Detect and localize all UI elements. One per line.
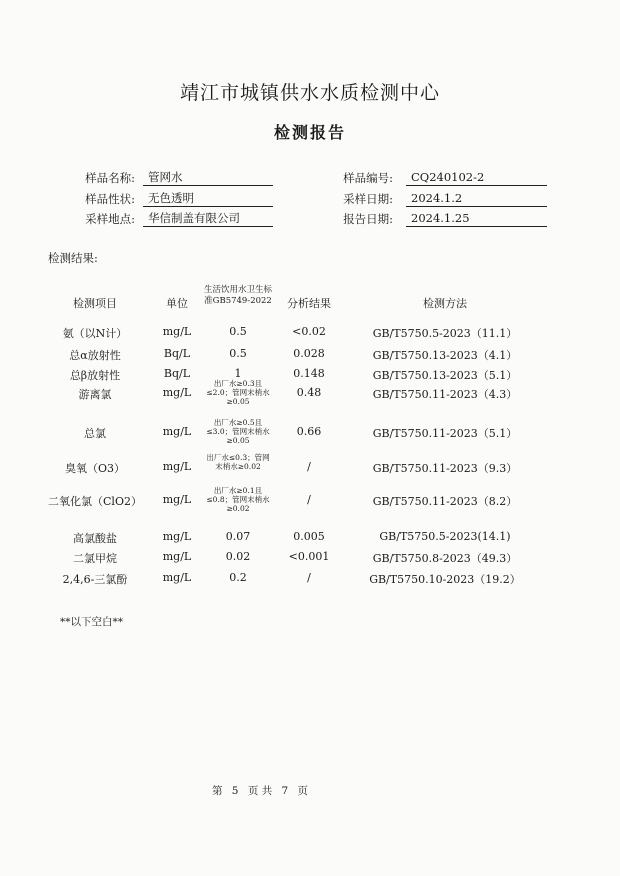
- cell-method: GB/T5750.11-2023（9.3）: [372, 462, 518, 475]
- cell-item: 游离氯: [78, 388, 112, 401]
- cell-standard: 0.5: [229, 347, 247, 360]
- report-date-label: 报告日期:: [343, 212, 393, 226]
- page-mid: 页 共: [247, 785, 273, 797]
- cell-standard: 0.02: [225, 550, 251, 563]
- cell-result: 0.48: [296, 386, 322, 399]
- cell-result: /: [307, 460, 311, 473]
- cell-method: GB/T5750.11-2023（8.2）: [372, 495, 518, 508]
- cell-standard: 出厂水≥0.5且≤3.0；管网末梢水≥0.05: [206, 418, 270, 445]
- cell-unit: mg/L: [162, 530, 192, 543]
- cell-unit: mg/L: [162, 425, 192, 438]
- cell-unit: Bq/L: [163, 347, 191, 360]
- cell-item: 2,4,6-三氯酚: [62, 573, 128, 586]
- page-prefix: 第: [211, 785, 223, 797]
- cell-item: 高氯酸盐: [73, 532, 117, 545]
- sample-no-label: 样品编号:: [343, 171, 393, 185]
- col-header-standard: 生活饮用水卫生标准GB5749-2022: [204, 285, 273, 306]
- cell-item: 二氧化氯（ClO2）: [48, 495, 142, 508]
- cell-unit: Bq/L: [163, 367, 191, 380]
- cell-item: 总α放射性: [69, 349, 121, 362]
- cell-unit: mg/L: [162, 571, 192, 584]
- cell-item: 臭氧（O3）: [64, 462, 126, 475]
- cell-method: GB/T5750.13-2023（5.1）: [372, 369, 518, 382]
- cell-result: 0.028: [293, 347, 325, 360]
- cell-unit: mg/L: [162, 325, 192, 338]
- report-date-value: 2024.1.25: [406, 211, 547, 227]
- cell-result: <0.02: [292, 325, 326, 338]
- cell-standard: 0.2: [229, 571, 247, 584]
- cell-method: GB/T5750.10-2023（19.2）: [369, 573, 521, 586]
- sampling-date-label: 采样日期:: [343, 192, 393, 206]
- sample-state-value: 无色透明: [143, 191, 273, 207]
- cell-unit: mg/L: [162, 550, 192, 563]
- cell-standard: 0.07: [225, 530, 251, 543]
- col-header-method: 检测方法: [423, 297, 467, 310]
- cell-unit: mg/L: [162, 386, 192, 399]
- page-total: 7: [281, 785, 289, 797]
- cell-method: GB/T5750.11-2023（4.3）: [372, 388, 518, 401]
- cell-item: 总β放射性: [69, 369, 121, 382]
- sampling-date-value: 2024.1.2: [406, 191, 547, 207]
- cell-method: GB/T5750.5-2023(14.1): [379, 530, 511, 543]
- col-header-item: 检测项目: [73, 297, 117, 310]
- cell-unit: mg/L: [162, 460, 192, 473]
- results-heading: 检测结果:: [48, 251, 98, 265]
- sampling-site-value: 华信制盖有限公司: [143, 211, 273, 227]
- page-footer: [0, 783, 520, 798]
- org-title: 靖江市城镇供水水质检测中心: [179, 82, 440, 104]
- cell-result: 0.005: [293, 530, 325, 543]
- sampling-site-label: 采样地点:: [85, 212, 135, 226]
- page-number: 5: [231, 785, 239, 797]
- sample-no-value: CQ240102-2: [406, 170, 547, 186]
- cell-method: GB/T5750.11-2023（5.1）: [372, 427, 518, 440]
- sample-state-label: 样品性状:: [85, 192, 135, 206]
- cell-result: <0.001: [288, 550, 330, 563]
- col-header-unit: 单位: [166, 297, 188, 310]
- cell-result: /: [307, 571, 311, 584]
- cell-result: 0.66: [296, 425, 322, 438]
- cell-standard: 出厂水≥0.3且≤2.0；管网末梢水≥0.05: [206, 379, 270, 406]
- col-header-result: 分析结果: [287, 297, 331, 310]
- report-title: 检测报告: [273, 123, 346, 142]
- cell-standard: 出厂水≥0.1且≤0.8；管网末梢水≥0.02: [206, 486, 270, 513]
- sample-name-label: 样品名称:: [85, 171, 135, 185]
- cell-result: 0.148: [293, 367, 325, 380]
- cell-standard: 1: [234, 367, 242, 380]
- cell-item: 二氯甲烷: [73, 552, 117, 565]
- sample-name-value: 管网水: [143, 170, 273, 186]
- cell-standard: 0.5: [229, 325, 247, 338]
- cell-method: GB/T5750.13-2023（4.1）: [372, 349, 518, 362]
- cell-method: GB/T5750.5-2023（11.1）: [372, 327, 518, 340]
- cell-method: GB/T5750.8-2023（49.3）: [372, 552, 518, 565]
- cell-unit: mg/L: [162, 493, 192, 506]
- cell-standard: 出厂水≤0.3；管网末梢水≥0.02: [206, 453, 270, 471]
- page-suffix: 页: [297, 785, 309, 797]
- cell-result: /: [307, 493, 311, 506]
- cell-item: 总氯: [84, 427, 106, 440]
- end-mark: **以下空白**: [60, 616, 123, 628]
- cell-item: 氨（以N计）: [62, 327, 128, 340]
